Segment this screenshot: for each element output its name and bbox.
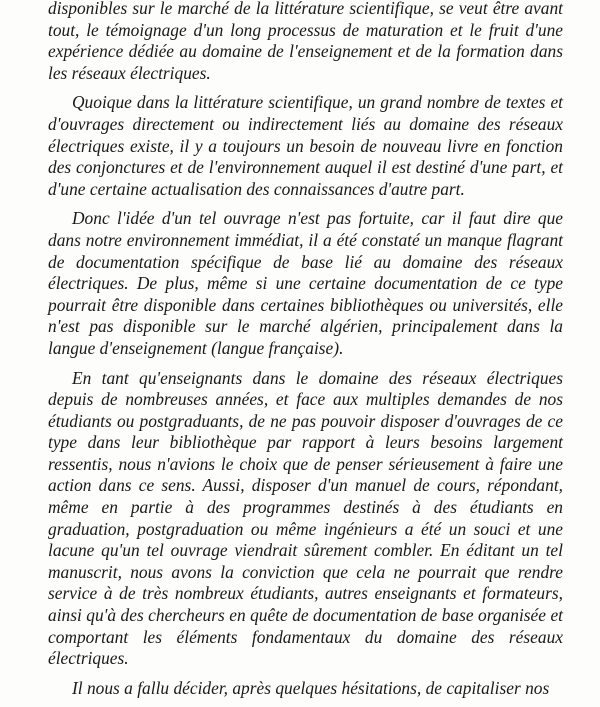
paragraph: En tant qu'enseignants dans le domaine des réseaux électriques depuis de nombreuses années, et face aux multiples demandes de nos étudiants ou postgraduants, de ne pas pouvoir disposer d'ouvrages de ce type dans leur bibliothèque par rapport à leurs besoins largement ressentis, nous n'avions le choix que de penser sérieusement à faire une action dans ce sens. Aussi, disposer d'un manuel de cours, répondant, même en partie à des programmes destinés à des étudiants en graduation, postgraduation ou même ingénieurs a été un souci et une lacune qu'un tel ouvrage viendrait sûrement combler. En éditant un tel manuscrit, nous avons la conviction que cela ne pourrait que rendre service à de très nombreux étudiants, autres enseignants et formateurs, ainsi qu'à des chercheurs en quête de documentation de base organisée et comportant les éléments fondamentaux du domaine des réseaux électriques. — [48, 367, 563, 669]
document-page — [48, 0, 563, 707]
paragraph: Donc l'idée d'un tel ouvrage n'est pas fortuite, car il faut dire que dans notre environnement immédiat, il a été constaté un manque flagrant de documentation spécifique de base lié au domaine des réseaux électriques. De plus, même si une certaine documentation de ce type pourrait être disponible dans certaines bibliothèques ou universités, elle n'est pas disponible sur le marché algérien, principalement dans la langue d'enseignement (langue française). — [48, 208, 563, 358]
paragraph-continued: disponibles sur le marché de la littérature scientifique, se veut être avant tout, le témoignage d'un long processus de maturation et le fruit d'une expérience dédiée au domaine de l'enseignement et de la formation dans les réseaux électriques. — [48, 0, 563, 83]
paragraph: Quoique dans la littérature scientifique, un grand nombre de textes et d'ouvrages directement ou indirectement liés au domaine des réseaux électriques existe, il y a toujours un besoin de nouveau livre en fonction des conjonctures et de l'environnement auquel il est destiné d'une part, et d'une certaine actualisation des connaissances d'autre part. — [48, 92, 563, 199]
paragraph-truncated: Il nous a fallu décider, après quelques hésitations, de capitaliser nos — [72, 677, 550, 698]
